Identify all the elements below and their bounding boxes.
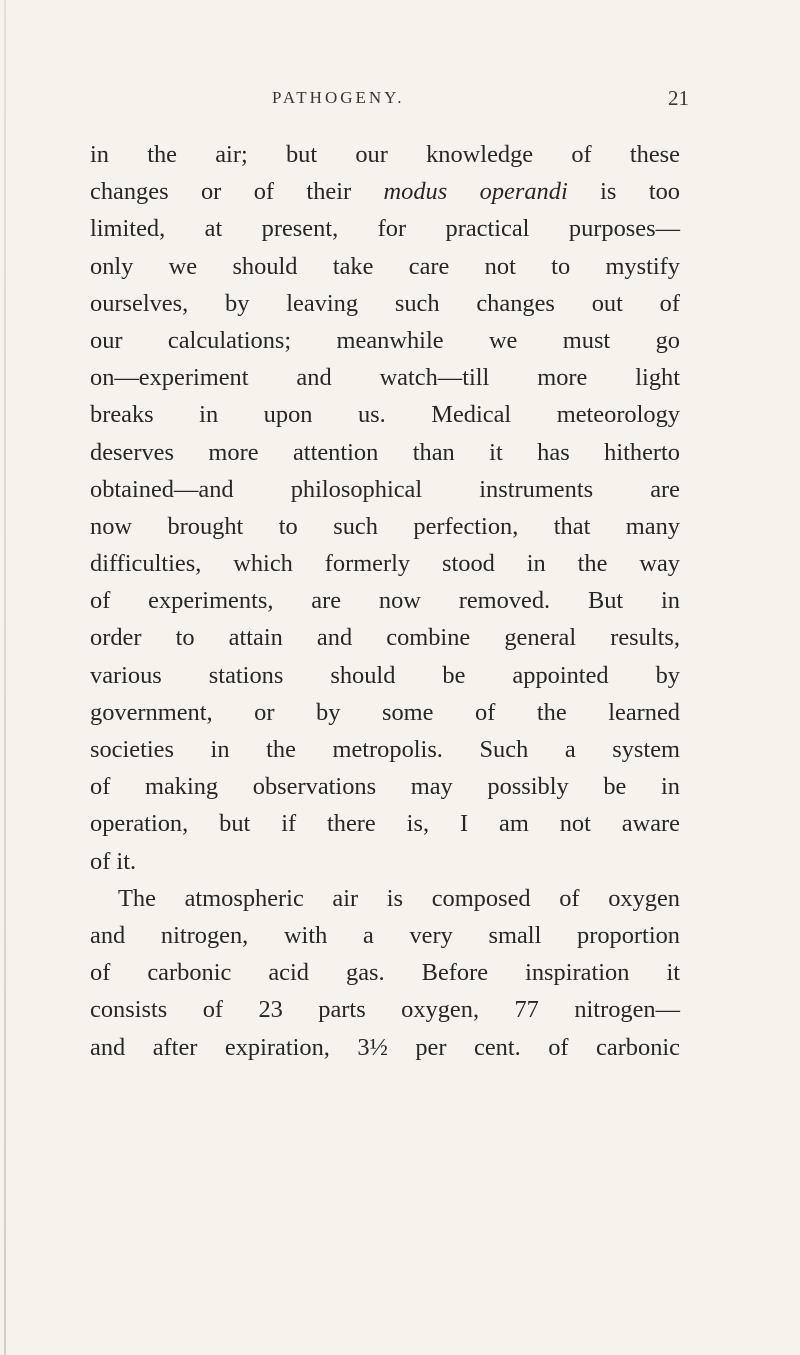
text-line: difficulties, which formerly stood in the way <box>90 550 680 578</box>
page-gutter-edge <box>4 0 6 1355</box>
text-line: deserves more attention than it has hitherto <box>90 438 680 466</box>
running-head-title: PATHOGENY. <box>272 88 405 107</box>
text-line: of it. <box>90 847 137 875</box>
text-line: on—experiment and watch—till more light <box>90 364 680 392</box>
text-line: and after expiration, 3½ per cent. of carbonic <box>90 1033 680 1061</box>
text-line: only we should take care not to mystify <box>90 252 680 280</box>
text-line: now brought to such perfection, that many <box>90 512 680 540</box>
paragraph-1 <box>90 136 680 880</box>
text-fragment: changes or of their <box>90 178 352 206</box>
text-line: order to attain and combine general results, <box>90 624 680 652</box>
text-line: breaks in upon us. Medical meteorology <box>90 401 680 429</box>
italic-phrase: modus operandi <box>383 178 568 206</box>
paragraph-2 <box>90 880 680 1066</box>
text-line: of carbonic acid gas. Before inspiration it <box>90 959 680 987</box>
text-line: operation, but if there is, I am not aware <box>90 810 680 838</box>
text-line: consists of 23 parts oxygen, 77 nitrogen— <box>90 996 680 1024</box>
text-line: and nitrogen, with a very small proportion <box>90 921 680 949</box>
text-line: government, or by some of the learned <box>90 698 680 726</box>
body-text <box>90 136 680 1066</box>
text-line: of experiments, are now removed. But in <box>90 587 680 615</box>
text-line: of making observations may possibly be in <box>90 773 680 801</box>
text-line: various stations should be appointed by <box>90 661 680 689</box>
running-head <box>0 88 800 118</box>
text-line: limited, at present, for practical purposes— <box>90 215 680 243</box>
text-line: ourselves, by leaving such changes out of <box>90 289 680 317</box>
text-line: our calculations; meanwhile we must go <box>90 326 680 354</box>
page-number: 21 <box>668 86 689 110</box>
text-fragment: is too <box>600 178 680 206</box>
text-line: obtained—and philosophical instruments are <box>90 475 680 503</box>
text-line <box>90 173 680 210</box>
text-line: The atmospheric air is composed of oxygen <box>118 884 680 912</box>
text-line: societies in the metropolis. Such a system <box>90 736 680 763</box>
text-line: in the air; but our knowledge of these <box>90 141 680 168</box>
